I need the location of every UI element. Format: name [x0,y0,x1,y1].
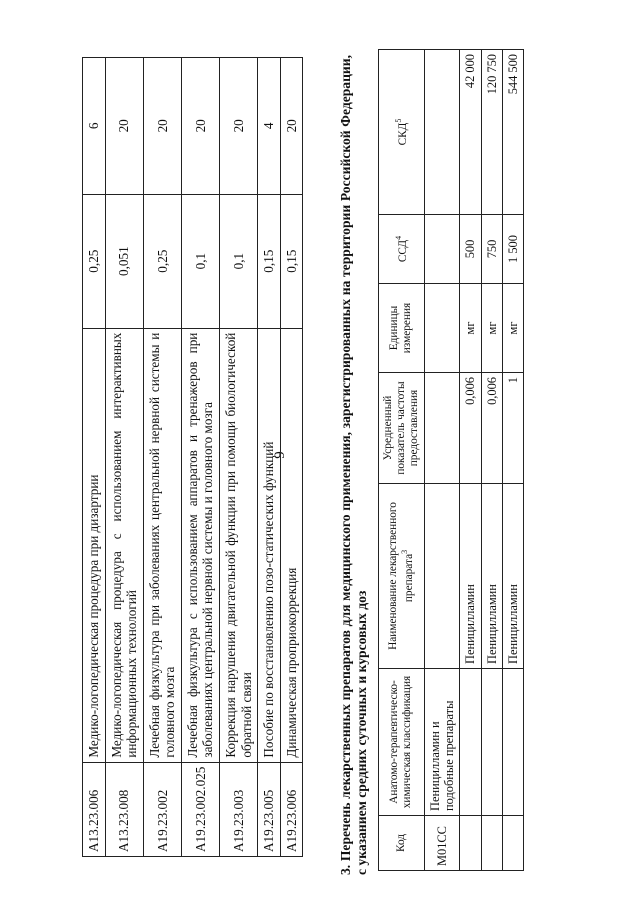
table-row [105,58,143,857]
empty-cell [460,816,481,871]
empty-cell [503,816,524,871]
drug-skd: 42 000 [460,50,481,215]
procedure-code: A19.23.006 [280,762,303,856]
page-number: 9 [272,451,288,459]
header-atc: Анатомо-терапевтическо-химическая классификация [379,669,425,816]
group-row [424,50,460,871]
header-skd [379,50,425,215]
procedures-table [82,57,303,857]
procedure-code: A19.23.002.025 [181,762,219,856]
section-heading: 3. Перечень лекарственных препаратов для медицинского применения, зарегистрированных на территории Российской Федерации, с указанием средних суточных и курсовых доз [338,55,370,875]
header-frequency: Усредненный показатель частоты предоставления [379,373,425,484]
drug-name: Пеницилламин [503,484,524,669]
footnote-mark: 5 [393,118,403,123]
empty-cell [424,284,460,373]
drugs-table [378,49,524,871]
header-ssd [379,215,425,284]
header-drug-label: Наименование лекарственного препарата [387,502,415,650]
procedure-frequency: 0,15 [258,194,281,328]
drug-ssd: 500 [460,215,481,284]
table-row [280,58,303,857]
header-unit: Единицы измерения [379,284,425,373]
procedure-code: A13.23.008 [105,762,143,856]
header-skd-label: СКД [396,122,409,146]
empty-cell [424,484,460,669]
empty-cell [481,816,502,871]
drug-name: Пеницилламин [460,484,481,669]
drug-name: Пеницилламин [481,484,502,669]
empty-cell [424,215,460,284]
procedure-name: Динамическая проприокоррекция [280,328,303,762]
drug-skd: 120 750 [481,50,502,215]
procedure-frequency: 0,25 [83,194,106,328]
drug-unit: мг [460,284,481,373]
drug-frequency: 1 [503,373,524,484]
group-code: M01CC [424,816,460,871]
drug-frequency: 0,006 [481,373,502,484]
empty-cell [481,669,502,816]
procedure-multiplicity: 4 [258,58,281,195]
drug-skd: 544 500 [503,50,524,215]
group-atc: Пеницилламин и подобные препараты [424,669,460,816]
table-row [143,58,181,857]
header-row [379,50,425,871]
procedure-frequency: 0,1 [181,194,219,328]
procedure-frequency: 0,1 [220,194,258,328]
procedure-frequency: 0,15 [280,194,303,328]
empty-cell [424,50,460,215]
procedure-multiplicity: 20 [105,58,143,195]
procedure-multiplicity: 6 [83,58,106,195]
drug-unit: мг [481,284,502,373]
empty-cell [460,669,481,816]
drug-ssd: 750 [481,215,502,284]
header-drug [379,484,425,669]
header-ssd-label: ССД [396,239,409,263]
procedure-name: Пособие по восстановлению позо-статических функций [258,328,281,762]
procedure-name: Лечебная физкультура с использованием аппаратов и тренажеров при заболеваниях центральной нервной системы и головного мозга [181,328,219,762]
header-code: Код [379,816,425,871]
empty-cell [424,373,460,484]
empty-cell [503,669,524,816]
procedure-multiplicity: 20 [143,58,181,195]
drug-ssd: 1 500 [503,215,524,284]
procedure-frequency: 0,25 [143,194,181,328]
procedure-name: Медико-логопедическая процедура при дизартрии [83,328,106,762]
table-row [83,58,106,857]
footnote-mark: 3 [400,549,410,554]
footnote-mark: 4 [393,235,403,240]
procedure-name: Коррекция нарушения двигательной функции при помощи биологической обратной связи [220,328,258,762]
drug-unit: мг [503,284,524,373]
table-row [503,50,524,871]
procedure-code: A19.23.002 [143,762,181,856]
procedure-name: Медико-логопедическая процедура с использованием интерактивных информационных технологий [105,328,143,762]
procedure-multiplicity: 20 [220,58,258,195]
procedure-code: A19.23.003 [220,762,258,856]
procedure-name: Лечебная физкультура при заболеваниях центральной нервной системы и головного мозга [143,328,181,762]
procedure-code: A19.23.005 [258,762,281,856]
procedure-code: A13.23.006 [83,762,106,856]
table-row [481,50,502,871]
procedure-frequency: 0,051 [105,194,143,328]
table-row [460,50,481,871]
table-row [220,58,258,857]
procedure-multiplicity: 20 [280,58,303,195]
drug-frequency: 0,006 [460,373,481,484]
table-row [258,58,281,857]
table-row [181,58,219,857]
procedure-multiplicity: 20 [181,58,219,195]
